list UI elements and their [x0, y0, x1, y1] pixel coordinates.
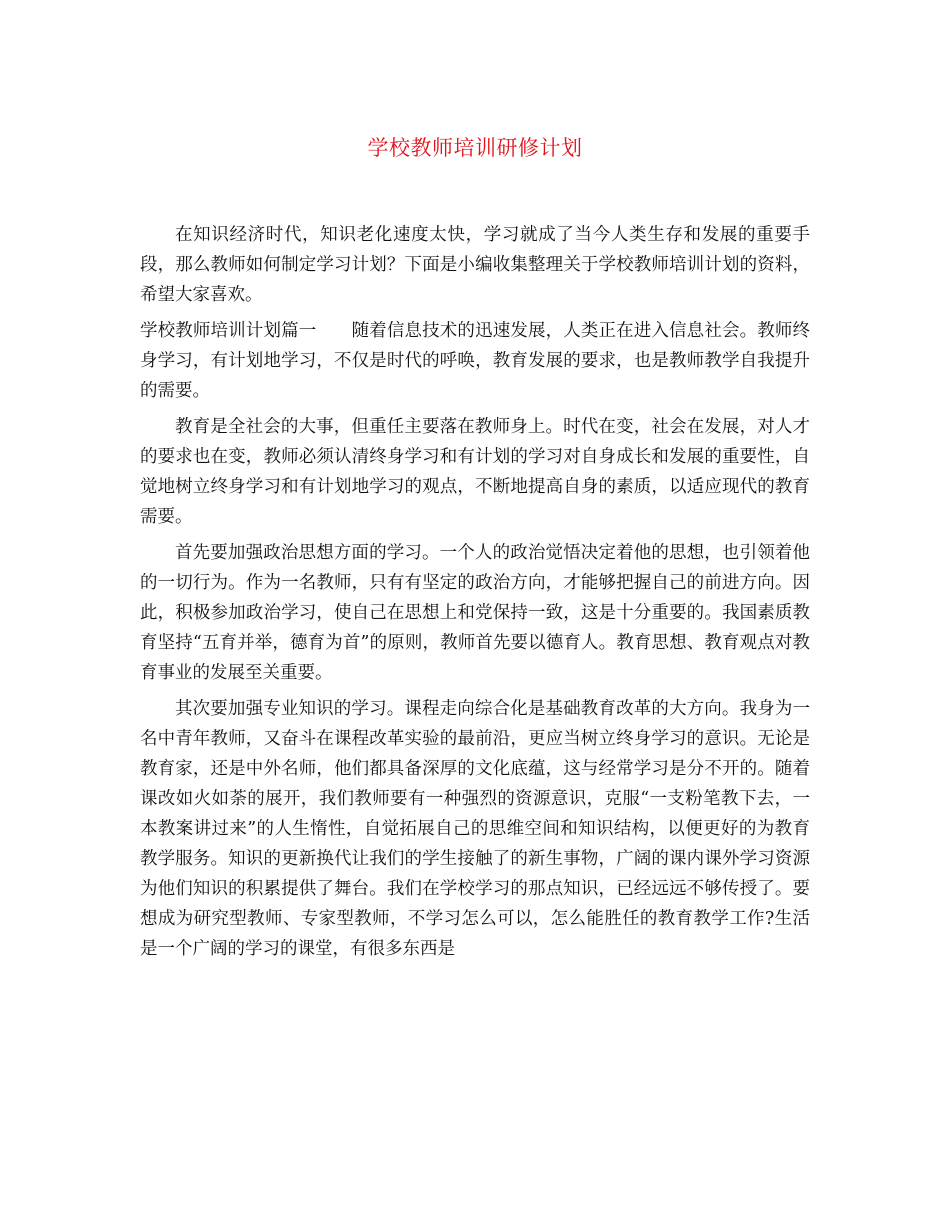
paragraph-professional-study: 其次要加强专业知识的学习。课程走向综合化是基础教育改革的大方向。我身为一名中青年教师，又奋斗在课程改革实验的最前沿，更应当树立终身学习的意识。无论是教育家，还是中外名师，他们都具备深厚的文化底蕴，这与经常学习是分不开的。随着课改如火如荼的展开，我们教师要有一种强烈的资源意识，克服“一支粉笔教下去，一本教案讲过来”的人生惰性，自觉拓展自己的思维空间和知识结构，以便更好的为教育教学服务。知识的更新换代让我们的学生接触了的新生事物，广阔的课内课外学习资源为他们知识的积累提供了舞台。我们在学校学习的那点知识，已经远远不够传授了。要想成为研究型教师、专家型教师，不学习怎么可以，怎么能胜任的教育教学工作?生活是一个广阔的学习的课堂，有很多东西是 — [140, 699, 810, 959]
paragraph-education: 教育是全社会的大事，但重任主要落在教师身上。时代在变，社会在发展，对人才的要求也在变，教师必须认清终身学习和有计划的学习对自身成长和发展的重要性，自觉地树立终身学习和有计划地学习的观点，不断地提高自身的素质，以适应现代的教育需要。 — [140, 417, 810, 527]
paragraph-political-study: 首先要加强政治思想方面的学习。一个人的政治觉悟决定着他的思想，也引领着他的一切行为。作为一名教师，只有有坚定的政治方向，才能够把握自己的前进方向。因此，积极参加政治学习，使自己在思想上和党保持一致，这是十分重要的。我国素质教育坚持“五育并举，德育为首”的原则，教师首先要以德育人。教育思想、教育观点对教育事业的发展至关重要。 — [140, 543, 810, 683]
paragraph-intro: 在知识经济时代，知识老化速度太快，学习就成了当今人类生存和发展的重要手段，那么教师如何制定学习计划？下面是小编收集整理关于学校教师培训计划的资料，希望大家喜欢。 — [140, 225, 810, 305]
paragraph-plan-one: 学校教师培训计划篇一 随着信息技术的迅速发展，人类正在进入信息社会。教师终身学习，有计划地学习，不仅是时代的呼唤，教育发展的要求，也是教师教学自我提升的需要。 — [140, 321, 810, 401]
document-title: 学校教师培训研修计划 — [367, 136, 583, 160]
document-body — [140, 220, 810, 970]
